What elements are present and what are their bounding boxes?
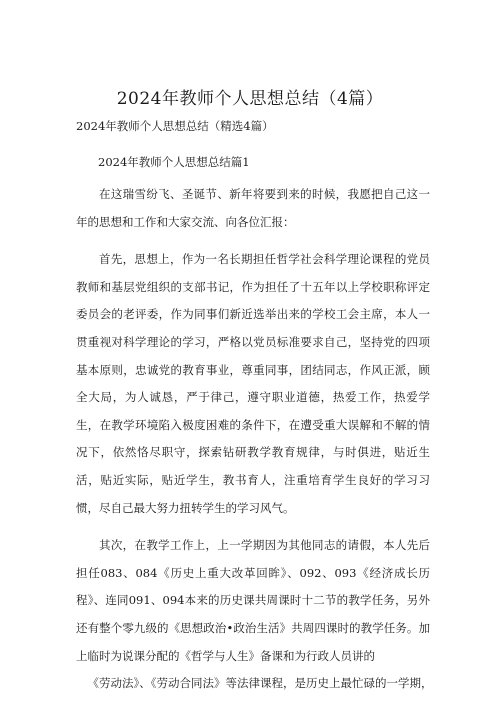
paragraph: 其次，在教学工作上，上一学期因为其他同志的请假，本人先后担任083、084《历史上重大改革回眸》、092、093《经济成长历程》、连同091、094本来的历史课共周课时十二节的教学任务，另外还有整个零九级的《思想政治•政治生活》共周四课时的教学任务。加上临时为说课分配的《哲学与人生》备课和为行政人员讲的 — [76, 538, 430, 663]
section-heading: 2024年教师个人思想总结篇1 — [98, 155, 250, 169]
document-subtitle: 2024年教师个人思想总结（精选4篇） — [76, 119, 274, 133]
document-title: 2024年教师个人思想总结（4篇） — [116, 89, 384, 109]
paragraph: 首先，思想上，作为一名长期担任哲学社会科学理论课程的党员教师和基层党组织的支部书记，作为担任了十五年以上学校职称评定委员会的老评委，作为同事们新近选举出来的学校工会主席，本人一贯重视对科学理论的学习，严格以党员标准要求自己，坚持党的四项基本原则，忠诚党的教育事业，尊重同事，团结同志，作风正派，顾全大局，为人诚恳，严于律己，遵守职业道德，热爱工作，热爱学生，在教学环境陷入极度困难的条件下，在遭受重大误解和不解的情况下，依然恪尽职守，探索钻研教学教育规律，与时俱进，贴近生活，贴近实际，贴近学生，教书育人，注重培育学生良好的学习习惯，尽自己最大努力扭转学生的学习风气。 — [76, 252, 430, 515]
body-text — [76, 181, 430, 680]
paragraph: 在这瑞雪纷飞、圣诞节、新年将要到来的时候，我愿把自己这一年的思想和工作和大家交流、向各位汇报： — [76, 187, 430, 229]
page-tail-line: 《劳动法》、《劳动合同法》等法律课程，是历史上最忙碌的一学期， — [87, 676, 433, 690]
